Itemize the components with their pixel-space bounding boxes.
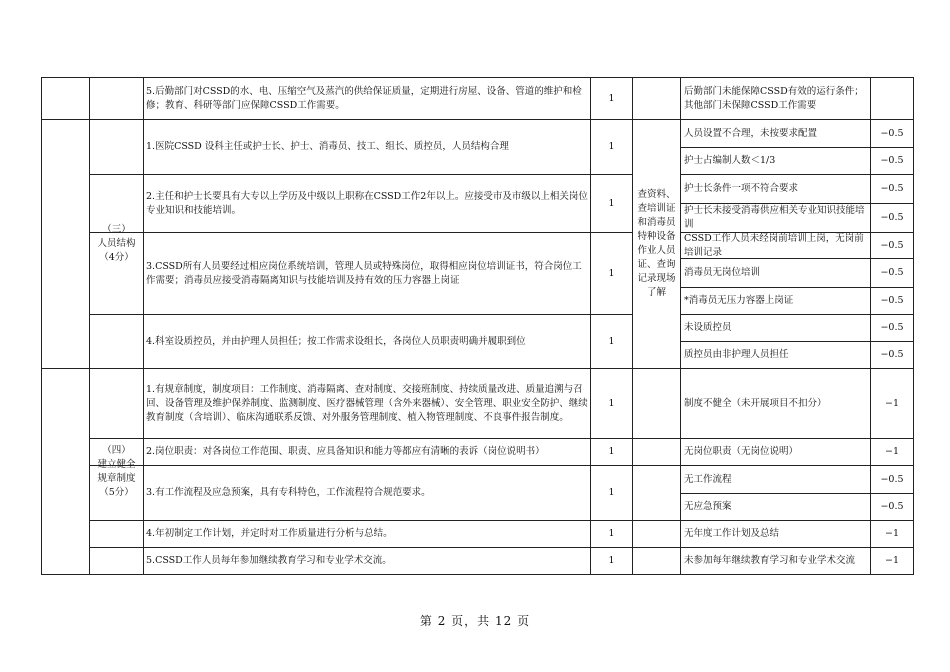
deduct-value: −0.5 — [880, 349, 904, 360]
deduct-value: −1 — [884, 446, 899, 457]
page-number: 第 2 页，共 12 页 — [419, 614, 531, 628]
deduct-value: −0.5 — [880, 501, 904, 512]
item-text: 2.主任和护士长要具有大专以上学历及中级以上职称在CSSD工作2年以上。应接受市及市级以上相关岗位专业知识和技能培训。 — [146, 190, 588, 216]
standard-text: 消毒员无岗位培训 — [684, 267, 761, 278]
standard-text: 质控员由非护理人员担任 — [684, 349, 789, 360]
deduct-value: −1 — [884, 555, 899, 566]
item-text: 5.CSSD工作人员每年参加继续教育学习和专业学术交流。 — [146, 555, 392, 566]
item-text: 4.科室设质控员，并由护理人员担任；按工作需求设组长，各岗位人员职责明确并履职到位 — [146, 335, 526, 347]
item-score: 1 — [608, 528, 615, 539]
deduct-value: −0.5 — [880, 295, 904, 306]
item-score: 1 — [608, 267, 615, 279]
deduct-value: −0.5 — [880, 473, 904, 485]
standard-text: 无年度工作计划及总结 — [684, 528, 780, 539]
item-text: 4.年初制定工作计划，并定时对工作质量进行分析与总结。 — [146, 528, 393, 539]
standard-text: *消毒员无压力容器上岗证 — [684, 295, 794, 306]
item-score: 1 — [608, 141, 615, 152]
item-text: 5.后勤部门对CSSD的水、电、压缩空气及蒸汽的供给保证质量，定期进行房屋、设备、管道的维护和检修；教育、科研等部门应保障CSSD工作需要。 — [146, 86, 582, 111]
standard-text: 护士长条件一项不符合要求 — [684, 183, 799, 194]
item-score: 1 — [608, 93, 615, 104]
section-title: （四） 建立健全 规章制度 （5分） — [97, 444, 136, 498]
deduct-value: −0.5 — [880, 267, 904, 278]
standard-text: 护士占编制人数＜1/3 — [684, 155, 776, 166]
standard-text: 制度不健全（未开展项目不扣分） — [684, 397, 827, 409]
item-score: 1 — [608, 446, 615, 457]
standard-text: 未参加每年继续教育学习和专业学术交流 — [684, 555, 856, 566]
deduct-value: −0.5 — [880, 183, 904, 194]
item-score: 1 — [608, 397, 615, 409]
item-text: 3.CSSD所有人员要经过相应岗位系统培训，管理人员或特殊岗位，取得相应岗位培训证书，符合岗位工作需要；消毒员应接受消毒隔离知识与技能培训及持有效的压力容器上岗证 — [146, 260, 582, 286]
standard-text: 人员设置不合理，未按要求配置 — [684, 127, 818, 139]
standard-text: 无工作流程 — [684, 473, 732, 485]
item-text: 2.岗位职责：对各岗位工作范围、职责、应具备知识和能力等都应有清晰的表诉（岗位说明书） — [146, 446, 545, 457]
item-score: 1 — [608, 555, 615, 566]
item-text: 1.医院CSSD 设科主任或护士长、护士、消毒员、技工、组长、质控员，人员结构合理 — [146, 141, 509, 152]
standard-text: 护士长未接受消毒供应相关专业知识技能培训 — [684, 205, 865, 230]
item-text: 1.有规章制度，制度项目：工作制度、消毒隔离、查对制度、交接班制度、持续质量改进、质量追溯与召回、设备管理及维护保养制度、监测制度、医疗器械管理（含外来器械）、安全管理、职业安全防护、继续教育制度（含培训）、临床沟通联系反馈、对外服务管理制度、植入物管理制度、不良事件报告制度。 — [146, 383, 588, 423]
standard-text: 未设质控员 — [684, 322, 732, 333]
standard-text: 后勤部门未能保障CSSD有效的运行条件；其他部门未保障CSSD工作需要 — [684, 86, 864, 111]
deduct-value: −1 — [884, 528, 899, 539]
standard-text: 无岗位职责（无岗位说明） — [684, 446, 799, 457]
method-text: 查资料、查培训证和消毒员特种设备作业人员证、查询记录现场了解 — [637, 189, 676, 298]
item-text: 3.有工作流程及应急预案，具有专科特色，工作流程符合规范要求。 — [146, 487, 431, 498]
deduct-value: −0.5 — [880, 155, 904, 166]
section-title: （三） 人员结构 （4分） — [97, 224, 136, 263]
deduct-value: −0.5 — [880, 239, 904, 251]
standard-text: CSSD工作人员未经岗前培训上岗，无岗前培训记录 — [684, 233, 864, 258]
standard-text: 无应急预案 — [684, 501, 732, 512]
deduct-value: −0.5 — [880, 127, 904, 139]
deduct-value: −1 — [884, 397, 899, 409]
item-score: 1 — [608, 197, 615, 209]
deduct-value: −0.5 — [880, 212, 904, 223]
item-score: 1 — [608, 335, 615, 347]
deduct-value: −0.5 — [880, 322, 904, 333]
item-score: 1 — [608, 487, 615, 498]
